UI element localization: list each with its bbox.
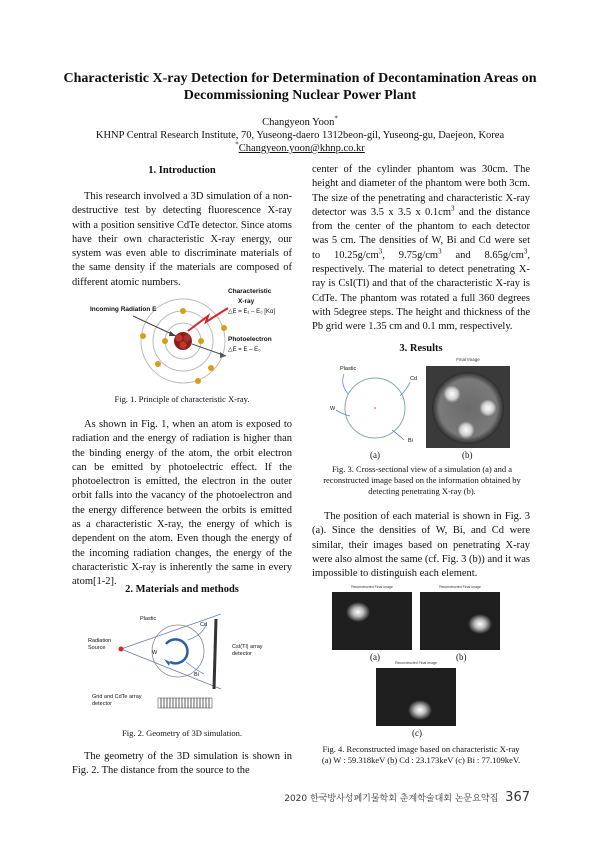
fig3-a-label: (a) <box>370 450 380 460</box>
fig3-w-label: W <box>330 406 336 412</box>
fig2-source-label: Radiation Source <box>88 638 112 651</box>
fig4-caption-line-1: Fig. 4. Reconstructed image based on characteristic X-ray <box>322 744 520 754</box>
fig4b-image <box>420 592 500 650</box>
results-heading: 3. Results <box>399 343 443 354</box>
fig3-cd-label: Cd <box>410 376 418 382</box>
fig3-bi-label: Bi <box>408 438 413 444</box>
author-block <box>40 116 560 155</box>
results-paragraph-1: The position of each material is shown in Fig. 3 (a). Since the densities of W, Bi, and Cd were similar, their images based on penetrating X-ray were also almost the same (cf. Fig. 3 (b)) and it was impossible to distinguish each element. <box>312 511 530 580</box>
paper-title: Characteristic X-ray Detection for Determination of Decontamination Areas on Decommissioning Nuclear Power Plant <box>63 71 537 103</box>
figure-3b-reconstruction <box>426 357 510 448</box>
fig2-cd-label: Cd <box>200 622 208 628</box>
fig4-b-label: (b) <box>456 652 467 662</box>
fig3b-title: Final Image <box>456 357 480 362</box>
affiliation: KHNP Central Research Institute, 70, Yuseong-daero 1312beon-gil, Yuseong-gu, Daejeon, Korea <box>95 130 505 141</box>
figure-1-caption: Fig. 1. Principle of characteristic X-ray. <box>114 394 250 404</box>
methods-heading: 2. Materials and methods <box>125 584 239 595</box>
page-footer <box>284 790 530 805</box>
intro-heading: 1. Introduction <box>148 165 216 176</box>
reconstruction-image <box>426 366 510 448</box>
fig2-plastic-label: Plastic <box>140 616 157 622</box>
fig2-csi-label: CsI(Tl) array detector <box>232 644 263 657</box>
email-line: *Changyeon.yoon@khnp.co.kr <box>235 140 365 154</box>
fig4-a-label: (a) <box>370 652 380 662</box>
fig4-c-label: (c) <box>412 728 422 738</box>
figure-1-atom-diagram <box>88 286 288 386</box>
fig2-grid-label: Grid and CdTe array detector <box>92 694 142 707</box>
fig4a-image <box>332 592 412 650</box>
figure-2-caption: Fig. 2. Geometry of 3D simulation. <box>122 728 242 738</box>
fig4b-title: Reconstructed Final Image <box>439 585 481 589</box>
fig3-plastic-label: Plastic <box>340 366 357 372</box>
fig4-caption-line-2: (a) W : 59.318keV (b) Cd : 23.173keV (c) Bi : 77.109keV. <box>321 755 521 765</box>
fig1-photo-label: Photoelectron <box>228 336 272 343</box>
fig1-incoming-label: Incoming Radiation E <box>90 306 157 313</box>
footer-text: 2020 한국방사성폐기물학회 춘계학술대회 논문요약집 <box>284 794 499 804</box>
fig1-eq2: △E = E – E₀ <box>228 347 261 353</box>
fig1-eq1: △E = E₁ – E₀ [Kα] <box>228 309 276 315</box>
methods-paragraph-1: The geometry of the 3D simulation is shown in Fig. 2. The distance from the source to the <box>72 751 292 777</box>
fig1-char-label: Characteristic <box>228 288 272 295</box>
figure-3-caption: Fig. 3. Cross-sectional view of a simulation (a) and a reconstructed image based on the information obtained by detecting penetrating X-ray (b). <box>323 464 521 496</box>
figure-4a-tungsten <box>332 585 412 650</box>
methods-paragraph-2: center of the cylinder phantom was 30cm. The height and diameter of the phantom were both 3cm. The size of the penetrating and characteristic X-ray detector was 3.5 x 3.5 x $0.1cm^3$ and the distance from the center of the phantom to each detector was 5 cm. The densities of W, Bi and Cd were set to $10.25g/cm^3$, $9.75g/cm^3$ and $8.65g/cm^3$, respectively. The material to detect penetrating X-ray is CsI(Tl) and that of the characteristic X-ray is CdTe. The phantom was rotated a full 360 degrees with 5degree steps. The height and thickness of the Pb grid were 1.35 cm and 0.1 mm, respectively. <box>312 164 531 333</box>
author-name: Changyeon Yoon* <box>262 114 338 128</box>
fig1-xray-label: X-ray <box>238 298 255 305</box>
figure-4b-cadmium <box>420 585 500 650</box>
figure-4c-bismuth <box>376 661 456 726</box>
fig2-bi-label: Bi <box>194 672 199 678</box>
fig4c-title: Reconstructed Final Image <box>395 661 437 665</box>
fig4a-title: Reconstructed Final Image <box>351 585 393 589</box>
intro-paragraph-2: As shown in Fig. 1, when an atom is exposed to radiation and the energy of radiation is higher than the binding energy of the atom, the orbit electron can be emitted by photoelectric effect. If the photoelectron is emitted, the electron in the outer orbit falls into the vacancy of the photoelectron and the energy difference between the orbits is emitted as a characteristic X-ray, the energy of which is dependent on the atom. Even though the energy of the incoming radiation changes, the energy of the characteristic X-ray is inherently the same in every atom[1-2]. <box>72 419 292 588</box>
figure-4-caption <box>312 744 530 766</box>
figure-3a-cross-section <box>330 364 420 448</box>
fig3-b-label: (b) <box>462 450 473 460</box>
cross-section-diagram <box>330 364 420 448</box>
figure-2-geometry <box>86 604 286 716</box>
fig4c-image <box>376 668 456 726</box>
email-link[interactable]: Changyeon.yoon@khnp.co.kr <box>238 143 365 154</box>
page-number: 367 <box>505 790 530 805</box>
fig2-w-label: W <box>152 650 158 656</box>
intro-paragraph-1: This research involved a 3D simulation of a non-destructive test by detecting fluorescence X-ray with a position sensitive CdTe detector. Since atoms have their own characteristic X-ray energy, our system was even able to discriminate materials of the same density if the materials are composed of different atomic numbers. <box>72 191 292 288</box>
